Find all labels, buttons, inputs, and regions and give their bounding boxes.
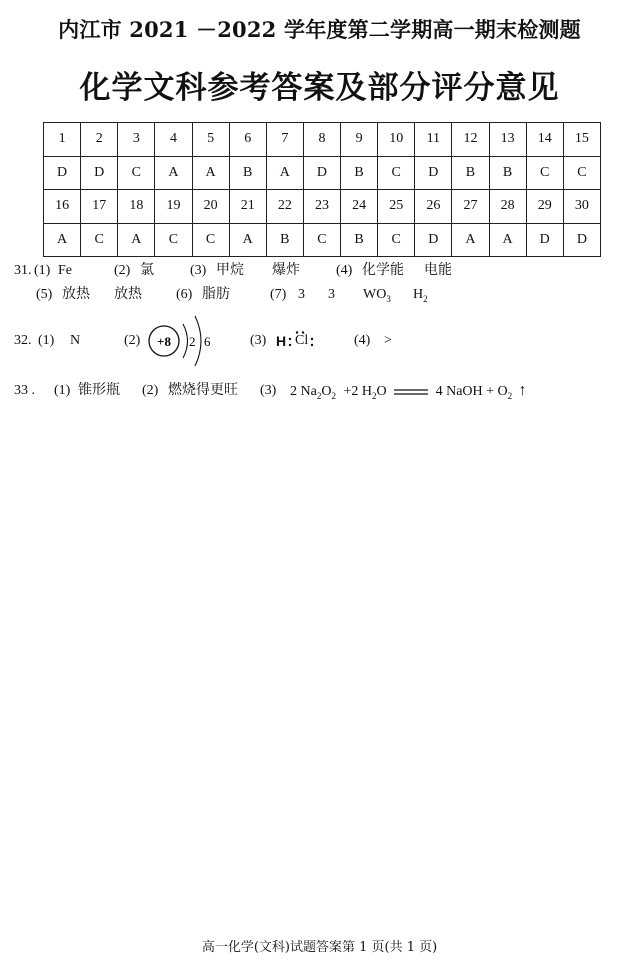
answer-cell: A	[192, 156, 229, 190]
q33-part1-label: (1)	[54, 383, 71, 398]
q33-part2-label: (2)	[142, 383, 159, 398]
q32-part1-answer: N	[70, 333, 81, 348]
table-row	[44, 223, 601, 257]
q33-line	[14, 383, 634, 403]
q31-part3-label: (3)	[190, 263, 207, 278]
question-number-cell: 1	[44, 123, 81, 157]
q31-wo3-sub: 3	[386, 293, 391, 304]
q32-part3-label: (3)	[250, 333, 267, 348]
eq-na2o2-sub1: 2	[316, 390, 322, 401]
document-subtitle: 化学文科参考答案及部分评分意见	[79, 70, 560, 106]
question-number-cell: 11	[415, 123, 452, 157]
table-row	[44, 156, 601, 190]
q31-part4-answer-a: 化学能	[362, 263, 404, 278]
q33-equation	[290, 383, 527, 404]
nucleus-charge: +8	[157, 334, 171, 349]
q33-part1-answer: 锥形瓶	[78, 383, 120, 398]
question-number-cell: 16	[44, 190, 81, 224]
q31-part7-answer-d	[413, 287, 428, 307]
eq-rhs: 4 NaOH + O	[435, 384, 508, 399]
answer-cell: B	[229, 156, 266, 190]
question-number-cell: 27	[452, 190, 489, 224]
q31-part7-answer-c	[363, 287, 391, 307]
eq-o2-sub: 2	[507, 390, 513, 401]
question-number-cell: 13	[489, 123, 526, 157]
q31-part7-answer-a: 3	[298, 287, 305, 302]
lewis-hydrogen: H	[276, 333, 287, 349]
page-footer: 高一化学(文科)试题答案第 1 页(共 1 页)	[201, 940, 438, 955]
question-number-cell: 18	[118, 190, 155, 224]
answer-cell: D	[44, 156, 81, 190]
answer-cell: C	[563, 156, 600, 190]
question-number-cell: 19	[155, 190, 192, 224]
q32-number: 32.	[14, 333, 32, 348]
answer-cell: C	[303, 223, 340, 257]
question-number-cell: 22	[266, 190, 303, 224]
answer-cell: C	[378, 223, 415, 257]
question-number-cell: 26	[415, 190, 452, 224]
question-number-cell: 14	[526, 123, 563, 157]
question-number-cell: 2	[81, 123, 118, 157]
q33-part3-label: (3)	[260, 383, 277, 398]
q31-part3-answer-b: 爆炸	[272, 263, 300, 278]
answer-cell: C	[192, 223, 229, 257]
question-number-cell: 10	[378, 123, 415, 157]
q31-h2-sub: 2	[423, 293, 428, 304]
q33-part2-answer: 燃烧得更旺	[168, 383, 238, 398]
gas-arrow-icon: ↑	[518, 382, 527, 399]
answer-cell: B	[341, 223, 378, 257]
question-number-cell: 23	[303, 190, 340, 224]
question-number-cell: 15	[563, 123, 600, 157]
answer-cell: A	[118, 223, 155, 257]
answer-cell: B	[266, 223, 303, 257]
answer-cell: A	[266, 156, 303, 190]
lewis-chlorine: Cl	[295, 333, 309, 348]
q32-part4-label: (4)	[354, 333, 371, 348]
q31-number: 31.	[14, 263, 32, 278]
eq-water-sub: 2	[371, 390, 377, 401]
q31-part6-label: (6)	[176, 287, 193, 302]
q32-part2-label: (2)	[124, 333, 141, 348]
question-number-cell: 7	[266, 123, 303, 157]
answer-cell: A	[155, 156, 192, 190]
q31-part4-answer-b: 电能	[424, 263, 452, 278]
q31-part5-label: (5)	[36, 287, 53, 302]
question-number-cell: 30	[563, 190, 600, 224]
document-title: 内江市 2021 －2022 学年度第二学期高一期末检测题	[58, 17, 581, 42]
equals-sign-icon	[394, 387, 428, 397]
answer-cell: D	[303, 156, 340, 190]
q31-part6-answer: 脂肪	[202, 287, 230, 302]
eq-na2o2-na: 2 Na	[290, 384, 317, 399]
answer-cell: C	[378, 156, 415, 190]
q31-part7-answer-b: 3	[328, 287, 335, 302]
q31-h2-base: H	[413, 287, 424, 302]
hcl-lewis-structure	[276, 331, 326, 353]
answer-cell: D	[415, 223, 452, 257]
q32-part1-label: (1)	[38, 333, 55, 348]
table-row	[44, 190, 601, 224]
q31-part2-answer: 氯	[140, 263, 154, 278]
q31-part3-answer-a: 甲烷	[216, 263, 244, 278]
q31-line2	[14, 287, 634, 303]
q31-part2-label: (2)	[114, 263, 131, 278]
q31-part5-answer-b: 放热	[114, 287, 142, 302]
eq-na2o2-sub2: 2	[331, 390, 336, 401]
electron-shell-2-arc	[195, 316, 201, 366]
table-row	[44, 123, 601, 157]
answer-cell: D	[81, 156, 118, 190]
answer-cell: A	[229, 223, 266, 257]
answer-cell: C	[81, 223, 118, 257]
q31-wo3-base: WO	[363, 287, 387, 302]
question-number-cell: 8	[303, 123, 340, 157]
question-number-cell: 25	[378, 190, 415, 224]
answer-cell: B	[452, 156, 489, 190]
question-number-cell: 29	[526, 190, 563, 224]
q31-part1-label: (1)	[34, 263, 51, 278]
q31-line1	[14, 263, 634, 279]
question-number-cell: 9	[341, 123, 378, 157]
answer-cell: B	[489, 156, 526, 190]
question-number-cell: 4	[155, 123, 192, 157]
question-number-cell: 5	[192, 123, 229, 157]
answer-table	[43, 122, 601, 257]
atom-structure-diagram	[143, 306, 219, 376]
question-number-cell: 17	[81, 190, 118, 224]
question-number-cell: 21	[229, 190, 266, 224]
q31-part4-label: (4)	[336, 263, 353, 278]
answer-cell: C	[155, 223, 192, 257]
q31-part5-answer-a: 放热	[62, 287, 90, 302]
shell-2-electrons: 6	[204, 334, 211, 349]
q31-part7-label: (7)	[270, 287, 287, 302]
question-number-cell: 6	[229, 123, 266, 157]
q31-part1-answer: Fe	[58, 263, 72, 278]
answer-cell: A	[452, 223, 489, 257]
answer-cell: A	[44, 223, 81, 257]
answer-cell: D	[526, 223, 563, 257]
shell-1-electrons: 2	[189, 334, 196, 349]
eq-na2o2-o: O	[321, 384, 332, 399]
answer-cell: C	[526, 156, 563, 190]
electron-shell-1-arc	[183, 324, 188, 358]
question-number-cell: 28	[489, 190, 526, 224]
eq-plus-water-h: +2 H	[343, 384, 372, 399]
answer-cell: D	[415, 156, 452, 190]
answer-cell: B	[341, 156, 378, 190]
answer-cell: D	[563, 223, 600, 257]
answer-cell: C	[118, 156, 155, 190]
eq-water-o: O	[376, 384, 387, 399]
question-number-cell: 20	[192, 190, 229, 224]
question-number-cell: 24	[341, 190, 378, 224]
question-number-cell: 3	[118, 123, 155, 157]
question-number-cell: 12	[452, 123, 489, 157]
answer-cell: A	[489, 223, 526, 257]
q32-part4-answer: >	[384, 333, 392, 348]
q33-number: 33 .	[14, 383, 35, 398]
